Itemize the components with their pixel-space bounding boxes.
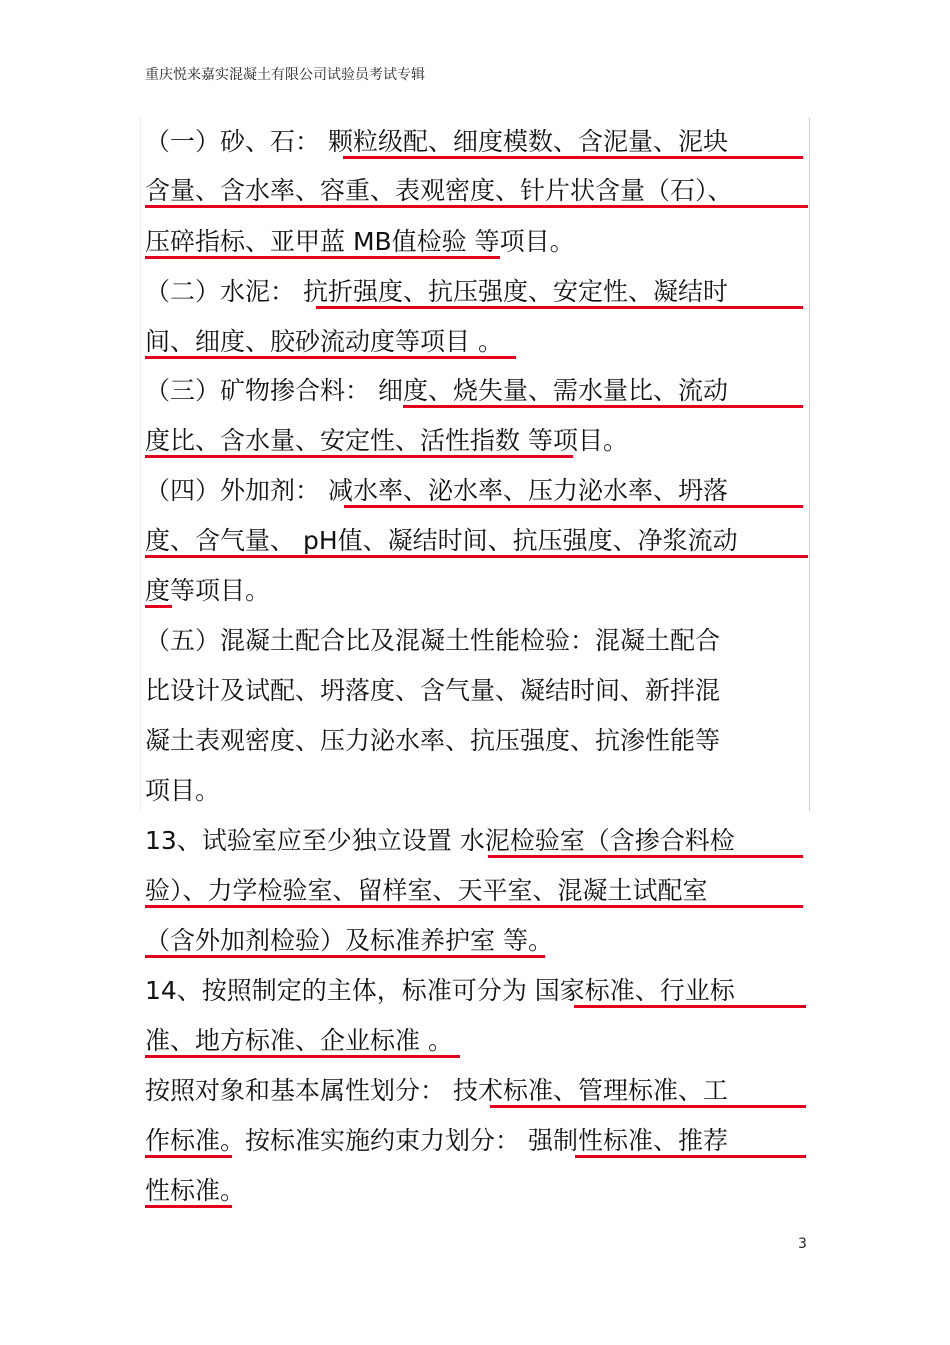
answer-underline	[145, 1155, 232, 1158]
text-line: 按照对象和基本属性划分： 技术标准、管理标准、工	[145, 1076, 728, 1105]
answer-underline	[316, 306, 803, 309]
answer-underline	[490, 1105, 806, 1108]
text-line: 13、试验室应至少独立设置 水泥检验室（含掺合料检	[145, 826, 735, 855]
text-line: （一）砂、石： 颗粒级配、细度模数、含泥量、泥块	[145, 127, 728, 156]
text-line: 14、按照制定的主体，标准可分为 国家标准、行业标	[145, 976, 735, 1005]
answer-underline	[145, 205, 808, 208]
text-line: 项目。	[145, 776, 221, 805]
answer-underline	[343, 156, 803, 159]
text-line: 间、细度、胶砂流动度等项目 。	[145, 327, 503, 356]
text-line: 验）、力学检验室、留样室、天平室、混凝土试配室	[145, 876, 708, 905]
text-line: 度比、含水量、安定性、活性指数 等项目。	[145, 426, 628, 455]
text-line: （四）外加剂： 减水率、泌水率、压力泌水率、坍落	[145, 476, 728, 505]
text-line: 准、地方标准、企业标准 。	[145, 1026, 453, 1055]
text-line: 度、含气量、 pH值、凝结时间、抗压强度、净浆流动	[145, 526, 738, 555]
text-line: 压碎指标、亚甲蓝 MB值检验 等项目。	[145, 227, 575, 256]
text-line: （三）矿物掺合料： 细度、烧失量、需水量比、流动	[145, 376, 728, 405]
answer-underline	[145, 455, 573, 458]
text-line: 比设计及试配、坍落度、含气量、凝结时间、新拌混	[145, 676, 721, 705]
answer-underline	[145, 1205, 232, 1208]
text-line: （五）混凝土配合比及混凝土性能检验：混凝土配合	[145, 626, 721, 655]
answer-underline	[145, 905, 803, 908]
text-line: （二）水泥： 抗折强度、抗压强度、安定性、凝结时	[145, 277, 728, 306]
answer-underline	[145, 1055, 460, 1058]
answer-underline	[344, 505, 803, 508]
answer-underline	[145, 955, 545, 958]
answer-underline	[488, 855, 803, 858]
answer-underline	[574, 1005, 806, 1008]
page-header: 重庆悦来嘉实混凝土有限公司试验员考试专辑	[145, 67, 425, 83]
text-line: （含外加剂检验）及标准养护室 等。	[145, 926, 553, 955]
answer-underline	[403, 405, 803, 408]
answer-underline	[145, 356, 516, 359]
text-line: 度等项目。	[145, 576, 271, 605]
answer-underline	[145, 555, 808, 558]
text-line: 作标准。按标准实施约束力划分： 强制性标准、推荐	[145, 1126, 728, 1155]
page-number: 3	[798, 1236, 807, 1252]
text-line: 凝土表观密度、压力泌水率、抗压强度、抗渗性能等	[145, 726, 721, 755]
answer-underline	[575, 1155, 806, 1158]
section-frame	[140, 118, 810, 811]
text-line: 含量、含水率、容重、表观密度、针片状含量（石）、	[145, 176, 733, 205]
answer-underline	[145, 256, 500, 259]
text-line: 性标准。	[145, 1176, 246, 1205]
answer-underline	[145, 605, 172, 608]
